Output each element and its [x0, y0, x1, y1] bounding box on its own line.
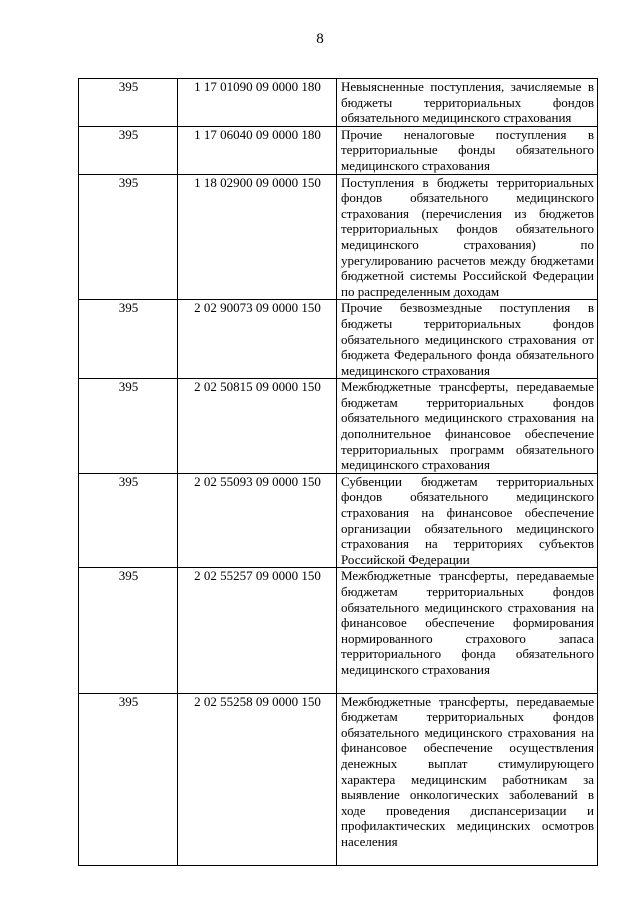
administrator-code-cell: 395 [79, 174, 178, 300]
revenue-name-cell: Межбюджетные трансферты, передаваемые бюджетам территориальных фондов обязательного медицинского страхования на финансовое обеспечение формирования нормированного страхового запаса территориального фонда обязательного медицинского страхования [337, 568, 598, 693]
table-row [79, 126, 598, 174]
budget-code-cell: 2 02 55257 09 0000 150 [178, 568, 337, 693]
revenue-name-cell: Межбюджетные трансферты, передаваемые бюджетам территориальных фондов обязательного медицинского страхования на финансовое обеспечение осуществления денежных выплат стимулирующего характера медицинским работникам за выявление онкологических заболеваний в ходе проведения диспансеризации и профилактических медицинских осмотров населения [337, 693, 598, 865]
budget-classification-table [78, 78, 598, 866]
table-row [79, 693, 598, 865]
revenue-name-cell: Прочие безвозмездные поступления в бюджеты территориальных фондов обязательного медицинского страхования от бюджета Федерального фонда обязательного медицинского страхования [337, 300, 598, 379]
table-row [79, 473, 598, 568]
budget-code-cell: 2 02 90073 09 0000 150 [178, 300, 337, 379]
revenue-name-cell: Прочие неналоговые поступления в территориальные фонды обязательного медицинского страхования [337, 126, 598, 174]
administrator-code-cell: 395 [79, 379, 178, 474]
budget-code-cell: 1 18 02900 09 0000 150 [178, 174, 337, 300]
administrator-code-cell: 395 [79, 300, 178, 379]
budget-code-cell: 2 02 55093 09 0000 150 [178, 473, 337, 568]
table-row [79, 174, 598, 300]
budget-code-cell: 1 17 06040 09 0000 180 [178, 126, 337, 174]
table-row [79, 568, 598, 693]
budget-code-cell: 1 17 01090 09 0000 180 [178, 79, 337, 127]
administrator-code-cell: 395 [79, 568, 178, 693]
revenue-name-cell: Поступления в бюджеты территориальных фондов обязательного медицинского страхования (перечисления из бюджетов территориальных фондов обязательного медицинского страхования) по урегулированию расчетов между бюджетами бюджетной системы Российской Федерации по распределенным доходам [337, 174, 598, 300]
revenue-name-cell: Невыясненные поступления, зачисляемые в бюджеты территориальных фондов обязательного медицинского страхования [337, 79, 598, 127]
revenue-name-cell: Субвенции бюджетам территориальных фондов обязательного медицинского страхования на финансовое обеспечение организации обязательного медицинского страхования на территориях субъектов Российской Федерации [337, 473, 598, 568]
revenue-name-cell: Межбюджетные трансферты, передаваемые бюджетам территориальных фондов обязательного медицинского страхования на дополнительное финансовое обеспечение территориальных программ обязательного медицинского страхования [337, 379, 598, 474]
administrator-code-cell: 395 [79, 126, 178, 174]
table-row [79, 300, 598, 379]
budget-code-cell: 2 02 50815 09 0000 150 [178, 379, 337, 474]
budget-code-cell: 2 02 55258 09 0000 150 [178, 693, 337, 865]
administrator-code-cell: 395 [79, 473, 178, 568]
table-row [79, 79, 598, 127]
administrator-code-cell: 395 [79, 693, 178, 865]
table-row [79, 379, 598, 474]
page-number: 8 [316, 31, 324, 47]
administrator-code-cell: 395 [79, 79, 178, 127]
